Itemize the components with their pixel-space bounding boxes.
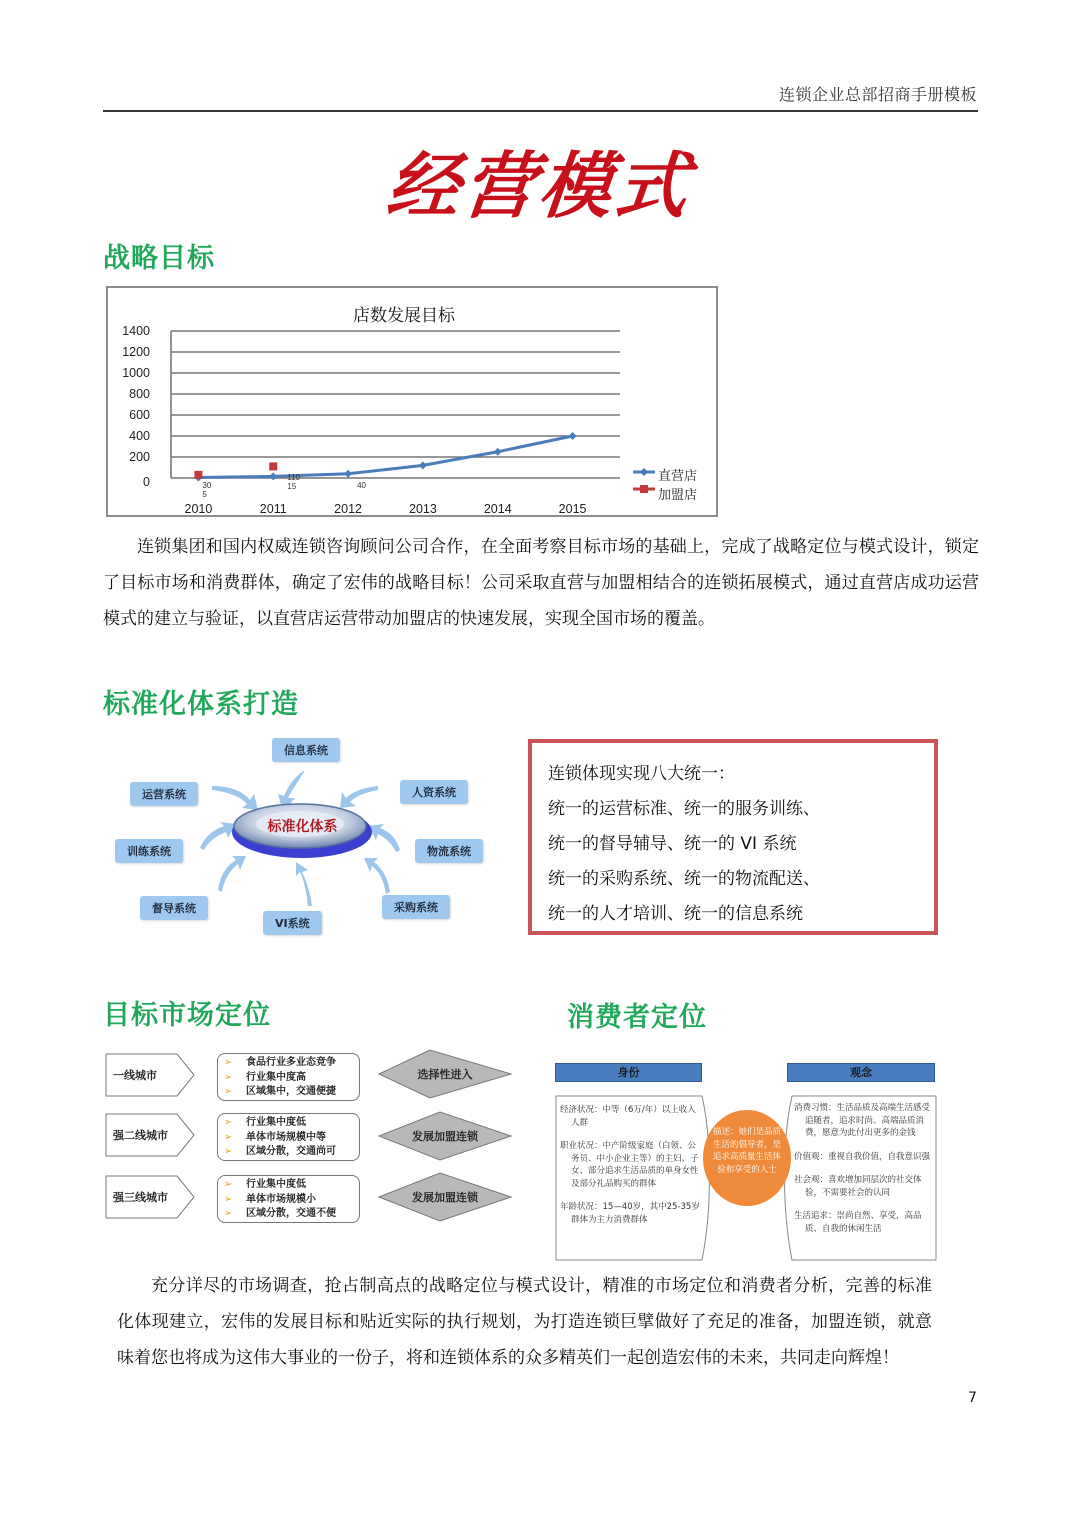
feature-item: ➢ 行业集中度低 [224, 1116, 353, 1131]
city-tier-1-features [217, 1053, 360, 1101]
city-tier-1: 一线城市 [105, 1053, 195, 1097]
svg-text:直营店: 直营店 [658, 469, 698, 484]
node-logistics-system: 物流系统 [415, 839, 483, 863]
bullet-arrow-icon: ➢ [224, 1071, 233, 1083]
section-heading-standardization: 标准化体系打造 [103, 689, 299, 720]
feature-item: ➢ 食品行业多业态竞争 [224, 1056, 353, 1071]
city-tier-3: 强三线城市 [105, 1175, 195, 1219]
bullet-arrow-icon: ➢ [224, 1193, 233, 1205]
unify-line: 统一的运营标准、统一的服务训练、 [548, 799, 820, 819]
center-label-standard-system: 标准化体系 [267, 819, 338, 835]
city-tier-3-strategy: 发展加盟连锁 [378, 1172, 512, 1222]
svg-text:2010: 2010 [184, 502, 213, 516]
description-text: 描述：她们是品质生活的倡导者，是追求高质量生活体验和享受的人士 [712, 1127, 781, 1175]
chart-legend [633, 468, 697, 503]
city-tier-2-strategy: 发展加盟连锁 [378, 1111, 512, 1161]
svg-text:1000: 1000 [122, 366, 150, 380]
concept-header-bar: 观念 [787, 1063, 935, 1082]
feature-item: ➢ 区域分散，交通不便 [224, 1207, 353, 1222]
svg-text:30: 30 [202, 481, 212, 490]
svg-text:400: 400 [129, 429, 150, 443]
svg-text:2014: 2014 [483, 502, 512, 516]
identity-header-bar: 身份 [555, 1063, 702, 1082]
section-heading-strategy: 战略目标 [103, 243, 215, 274]
unify-title: 连锁体现实现八大统一： [548, 764, 735, 784]
bullet-arrow-icon: ➢ [224, 1179, 233, 1190]
svg-text:加盟店: 加盟店 [658, 488, 698, 503]
unify-line: 统一的采购系统、统一的物流配送、 [548, 869, 820, 889]
document-header-title: 连锁企业总部招商手册模板 [778, 85, 977, 104]
svg-text:5: 5 [202, 490, 207, 499]
bullet-arrow-icon: ➢ [224, 1117, 233, 1128]
bullet-arrow-icon: ➢ [224, 1086, 233, 1097]
section-heading-consumer: 消费者定位 [567, 1002, 707, 1033]
closing-paragraph: 充分详尽的市场调查，抢占制高点的战略定位与模式设计，精准的市场定位和消费者分析，完善的标准化体现建立，宏伟的发展目标和贴近实际的执行规划，为打造连锁巨擘做好了充足的准备，加盟连锁，就意味着您也将成为这伟大事业的一份子，将和连锁体系的众多精英们一起创造宏伟的未来，共同走向辉煌！ [117, 1276, 932, 1368]
line-chart-svg [108, 288, 720, 519]
identity-text: 经济状况：中等（6万/年）以上收入人群 职业状况：中产阶级家庭（白领、公务员、中小企业主等）的主妇、子女、部分追求生活品质的单身女性及部分礼品购买的群体 年龄状况：15—40岁，其中25-35岁群体为主力消费群体 [560, 1105, 700, 1225]
section-heading-target-market: 目标市场定位 [103, 1000, 271, 1031]
node-supervision-system: 督导系统 [140, 896, 208, 920]
svg-text:200: 200 [129, 450, 150, 464]
svg-text:2015: 2015 [558, 502, 587, 516]
svg-text:0: 0 [143, 475, 150, 489]
unify-line: 统一的人才培训、统一的信息系统 [548, 904, 803, 924]
store-growth-chart [106, 286, 718, 517]
bullet-arrow-icon: ➢ [224, 1208, 233, 1219]
svg-text:800: 800 [129, 387, 150, 401]
node-information-system: 信息系统 [272, 738, 340, 762]
node-operation-system: 运营系统 [130, 782, 198, 806]
svg-text:2013: 2013 [409, 502, 437, 516]
city-tier-2: 强二线城市 [105, 1113, 195, 1157]
node-vi-system: VI系统 [263, 911, 322, 935]
unify-line: 统一的督导辅导、统一的 VI 系统 [548, 834, 797, 854]
svg-text:2011: 2011 [259, 502, 287, 516]
svg-text:2012: 2012 [334, 502, 362, 516]
svg-text:600: 600 [129, 408, 150, 422]
node-procurement-system: 采购系统 [382, 895, 450, 919]
chart-gridlines [171, 331, 620, 478]
svg-text:15: 15 [287, 482, 297, 491]
standardization-diagram [100, 730, 500, 940]
svg-text:40: 40 [357, 481, 366, 490]
feature-item: ➢ 行业集中度低 [224, 1178, 353, 1193]
svg-text:1200: 1200 [122, 345, 150, 359]
node-training-system: 训练系统 [115, 839, 183, 863]
bullet-arrow-icon: ➢ [224, 1131, 233, 1143]
chart-title: 店数发展目标 [353, 306, 455, 326]
bullet-arrow-icon: ➢ [224, 1146, 233, 1157]
consumer-positioning-diagram [552, 1060, 942, 1265]
city-tier-1-strategy: 选择性进入 [378, 1049, 512, 1099]
svg-text:1400: 1400 [122, 324, 150, 338]
svg-text:110: 110 [287, 473, 301, 482]
y-axis-ticks [122, 324, 150, 489]
city-tier-3-features [217, 1175, 360, 1223]
eight-unifications-box [528, 739, 938, 935]
city-tier-2-features [217, 1113, 360, 1161]
feature-item: ➢ 区域集中，交通便捷 [224, 1085, 353, 1100]
strategy-paragraph: 连锁集团和国内权威连锁咨询顾问公司合作，在全面考察目标市场的基础上，完成了战略定位与模式设计，锁定了目标市场和消费群体，确定了宏伟的战略目标！公司采取直营与加盟相结合的连锁拓展模式，通过直营店成功运营模式的建立与验证，以直营店运营带动加盟店的快速发展，实现全国市场的覆盖。 [103, 537, 979, 629]
feature-item: ➢ 单体市场规模小 [224, 1193, 353, 1208]
target-market-diagram [100, 1045, 520, 1230]
page-number: 7 [968, 1390, 977, 1406]
x-axis-ticks [185, 502, 587, 516]
feature-item: ➢ 单体市场规模中等 [224, 1131, 353, 1146]
concept-text: 消费习惯：生活品质及高端生活感受追随者，追求时尚、高端品质消费，愿意为此付出更多的金钱 价值观：重视自我价值，自我意识强 社会观：喜欢增加同层次的社交体验，不需要社会的认同 生活追求：崇尚自然、享受，高品质、自我的休闲生活 [794, 1103, 931, 1234]
feature-item: ➢ 区域分散，交通尚可 [224, 1145, 353, 1160]
node-hr-system: 人资系统 [400, 780, 468, 804]
header-divider [103, 110, 978, 112]
page-title: 经营模式 [382, 144, 696, 228]
bullet-arrow-icon: ➢ [224, 1057, 233, 1068]
feature-item: ➢ 行业集中度高 [224, 1071, 353, 1086]
